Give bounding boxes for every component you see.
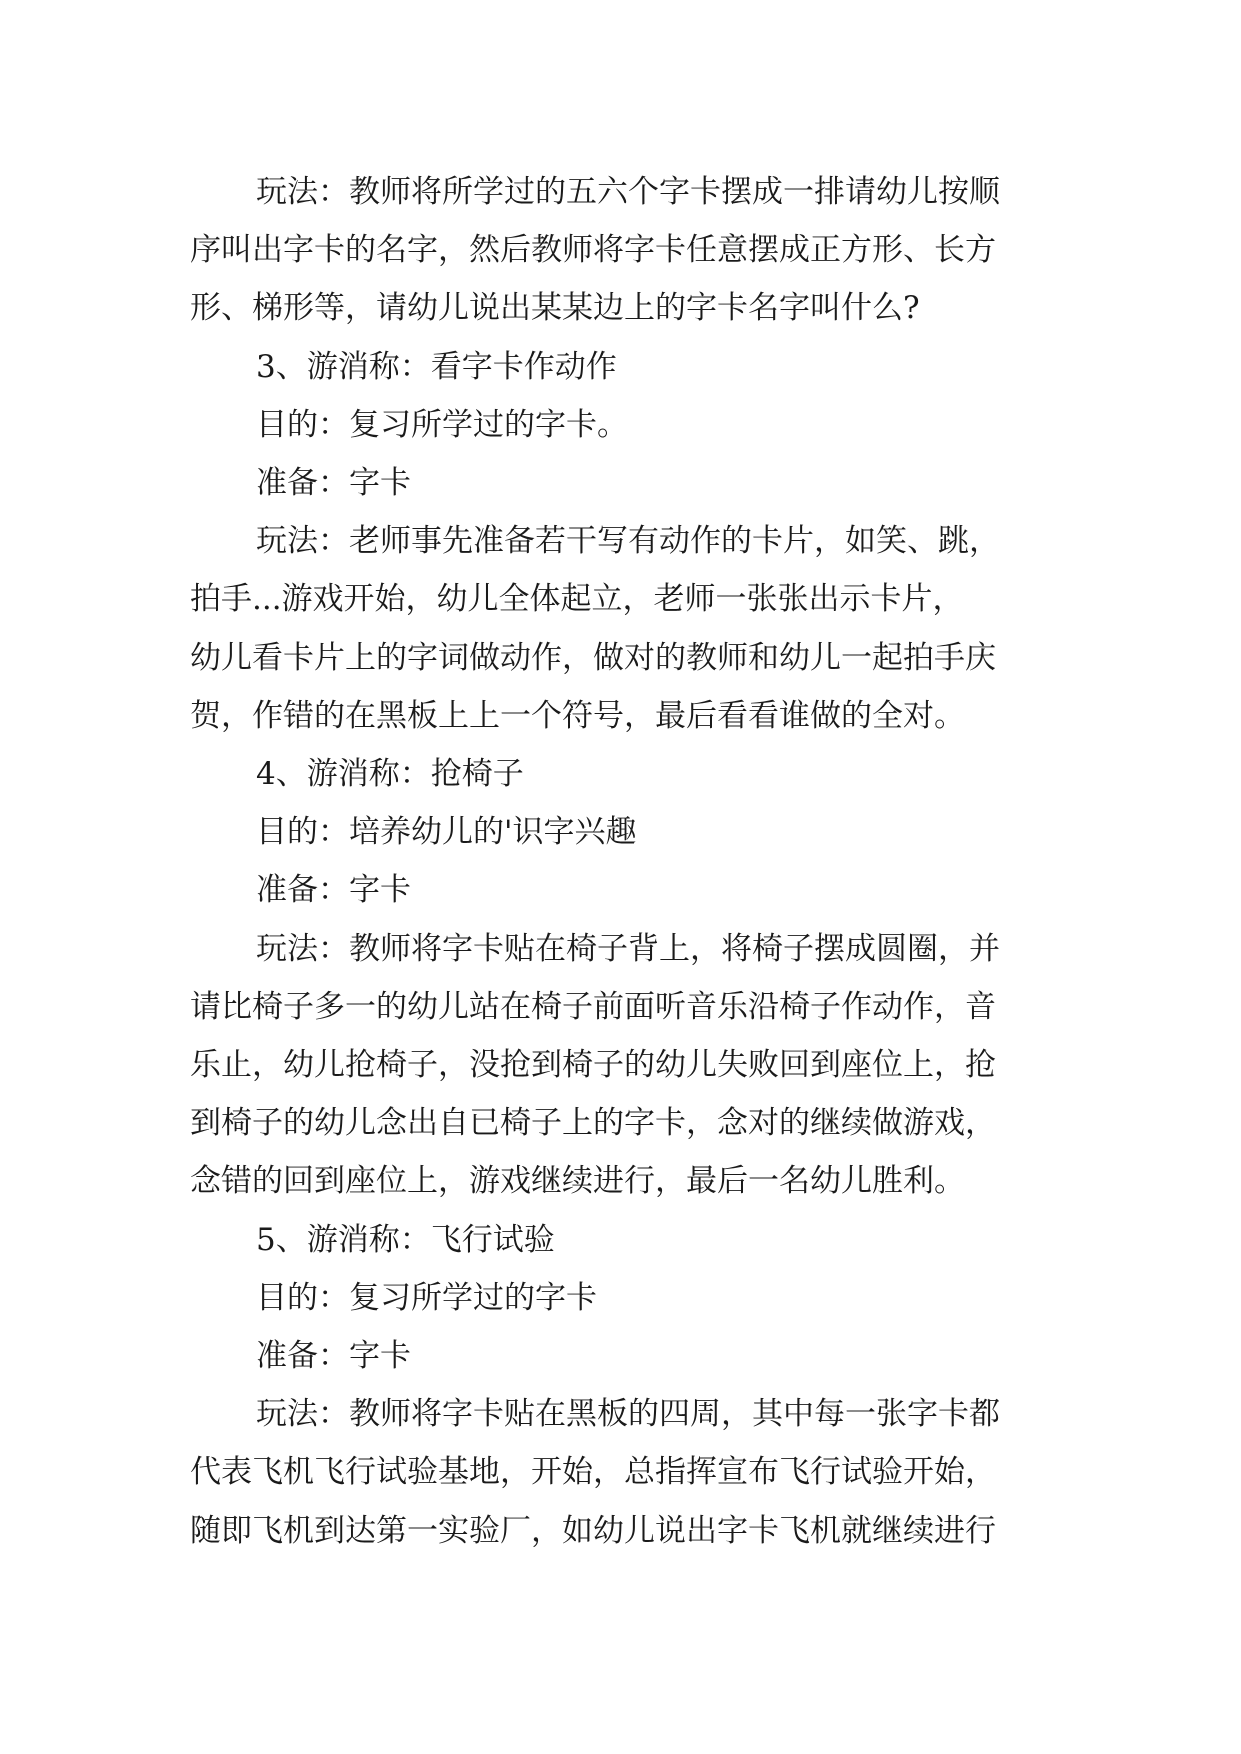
paragraph-line: 到椅子的幼儿念出自已椅子上的字卡，念对的继续做游戏， [190,1105,996,1142]
paragraph-line: 拍手...游戏开始，幼儿全体起立，老师一张张出示卡片， [190,581,964,618]
paragraph-line: 代表飞机飞行试验基地，开始，总指挥宣布飞行试验开始， [190,1454,996,1491]
paragraph-line: 玩法：老师事先准备若干写有动作的卡片，如笑、跳， [256,523,1000,560]
paragraph-line: 幼儿看卡片上的字词做动作，做对的教师和幼儿一起拍手庆 [190,639,996,676]
purpose-line: 目的：复习所学过的字卡。 [256,406,628,443]
preparation-line: 准备：字卡 [256,465,411,502]
purpose-line: 目的：复习所学过的字卡 [256,1279,597,1316]
document-body [190,163,1070,1560]
paragraph-line: 玩法：教师将所学过的五六个字卡摆成一排请幼儿按顺 [256,174,1000,210]
paragraph-line: 随即飞机到达第一实验厂，如幼儿说出字卡飞机就继续进行 [190,1512,996,1549]
game-heading: 5、游消称：飞行试验 [256,1221,555,1258]
paragraph-line: 请比椅子多一的幼儿站在椅子前面听音乐沿椅子作动作，音 [190,988,996,1025]
game-heading: 4、游消称：抢椅子 [256,756,524,793]
paragraph-line: 玩法：教师将字卡贴在椅子背上，将椅子摆成圆圈，并 [256,930,1000,967]
game-heading: 3、游消称：看字卡作动作 [256,348,617,385]
paragraph-line: 序叫出字卡的名字，然后教师将字卡任意摆成正方形、长方 [190,232,996,269]
purpose-line: 目的：培养幼儿的'识字兴趣 [256,814,637,851]
paragraph-line: 念错的回到座位上，游戏继续进行，最后一名幼儿胜利。 [190,1163,965,1200]
paragraph-line: 贺，作错的在黑板上上一个符号，最后看看谁做的全对。 [190,697,965,734]
preparation-line: 准备：字卡 [256,1338,411,1375]
paragraph-line: 乐止，幼儿抢椅子，没抢到椅子的幼儿失败回到座位上，抢 [190,1047,996,1084]
paragraph-line: 玩法：教师将字卡贴在黑板的四周，其中每一张字卡都 [256,1396,1000,1433]
preparation-line: 准备：字卡 [256,872,411,909]
paragraph-line: 形、梯形等，请幼儿说出某某边上的字卡名字叫什么? [190,290,920,327]
